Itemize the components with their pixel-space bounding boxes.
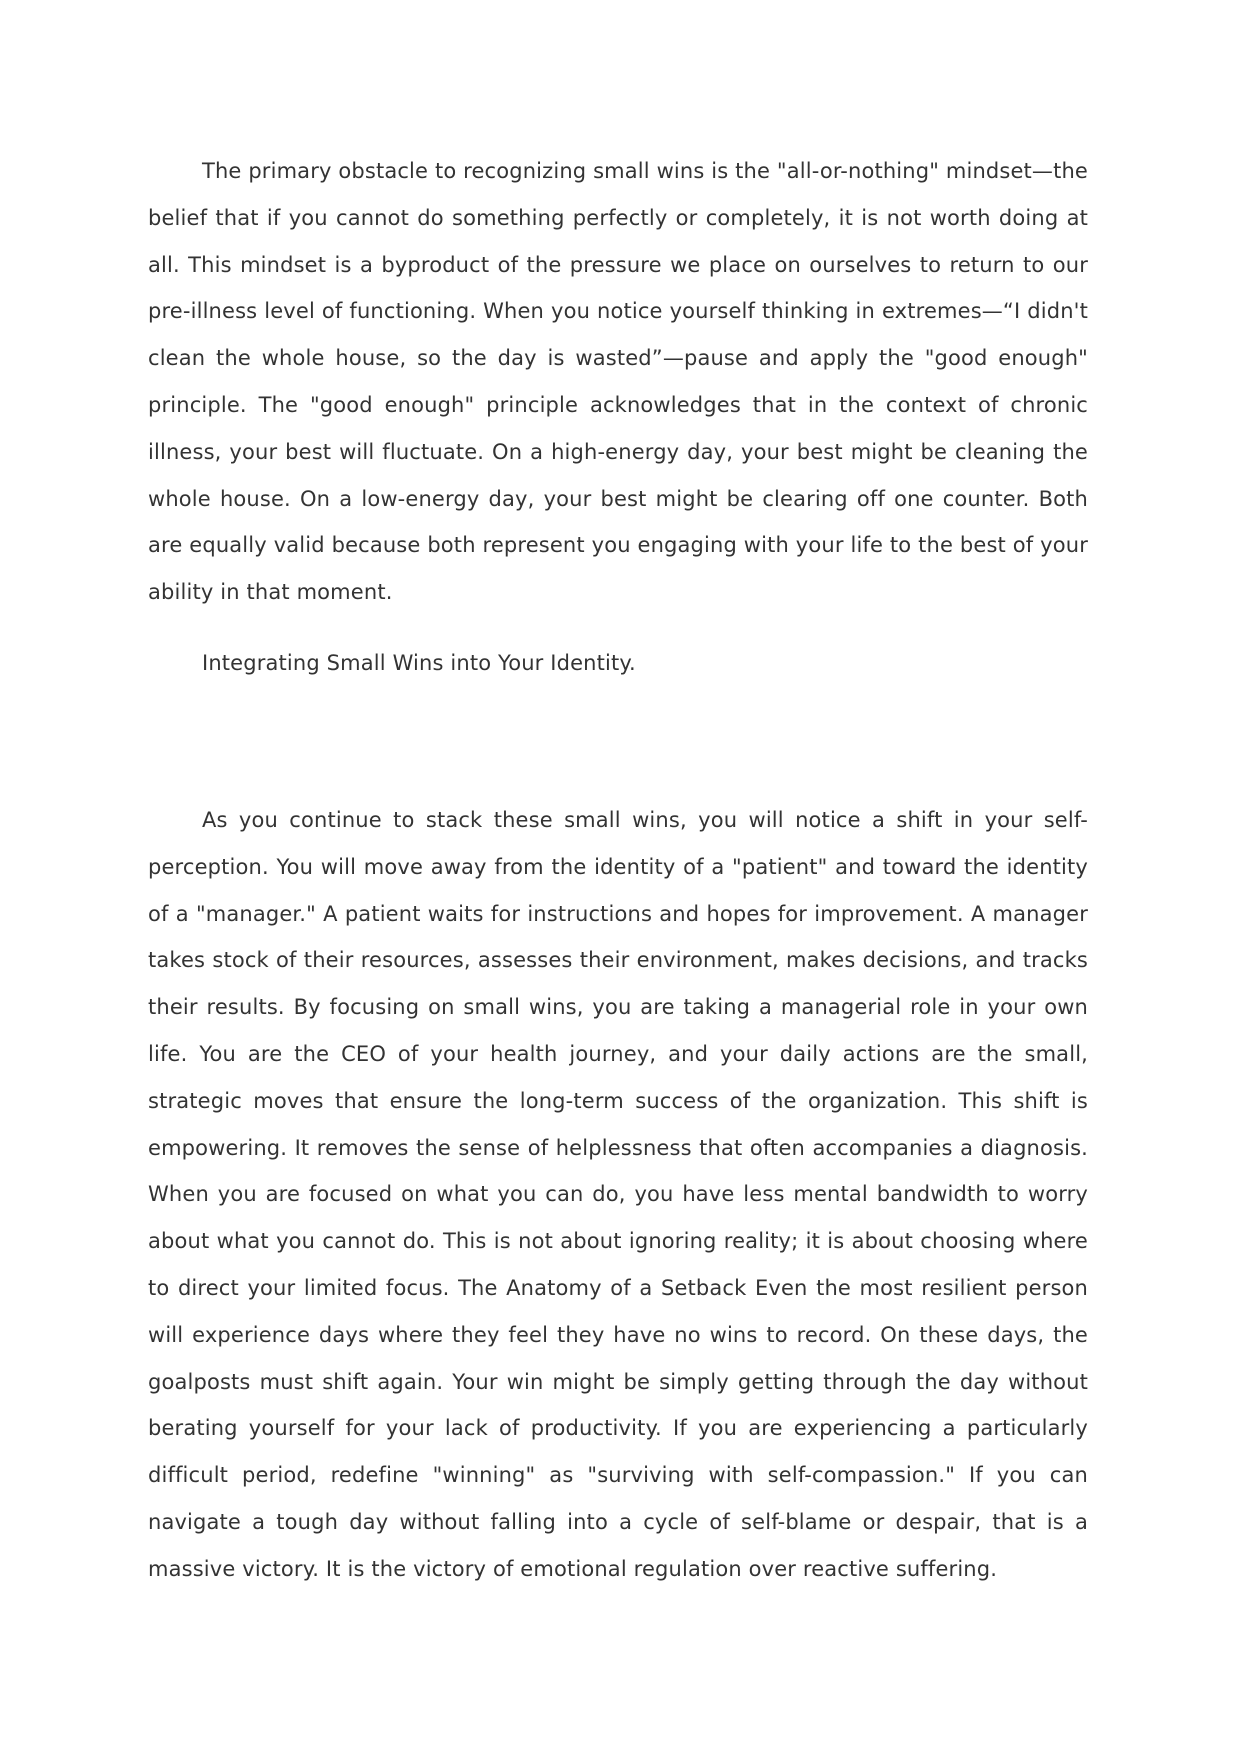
section-heading: Integrating Small Wins into Your Identity. [202,651,636,675]
body-paragraph: The primary obstacle to recognizing small wins is the "all-or-nothing" mindset—the belief that if you cannot do something perfectly or completely, it is not worth doing at all. This mindset is a byproduct of the pressure we place on ourselves to return to our pre-illness level of functioning. When you notice yourself thinking in extremes—“I didn't clean the whole house, so the day is wasted”—pause and apply the "good enough" principle. The "good enough" principle acknowledges that in the context of chronic illness, your best will fluctuate. On a high-energy day, your best might be cleaning the whole house. On a low-energy day, your best might be clearing off one counter. Both are equally valid because both represent you engaging with your life to the best of your ability in that moment. [148,159,1088,605]
body-paragraph: As you continue to stack these small wins, you will notice a shift in your self-perception. You will move away from the identity of a "patient" and toward the identity of a "manager." A patient waits for instructions and hopes for improvement. A manager takes stock of their resources, assesses their environment, makes decisions, and tracks their results. By focusing on small wins, you are taking a managerial role in your own life. You are the CEO of your health journey, and your daily actions are the small, strategic moves that ensure the long-term success of the organization. This shift is empowering. It removes the sense of helplessness that often accompanies a diagnosis. When you are focused on what you can do, you have less mental bandwidth to worry about what you cannot do. This is not about ignoring reality; it is about choosing where to direct your limited focus. The Anatomy of a Setback Even the most resilient person will experience days where they feel they have no wins to record. On these days, the goalposts must shift again. Your win might be simply getting through the day without berating yourself for your lack of productivity. If you are experiencing a particularly difficult period, redefine "winning" as "surviving with self-compassion." If you can navigate a tough day without falling into a cycle of self-blame or despair, that is a massive victory. It is the victory of emotional regulation over reactive suffering. [148,808,1088,1581]
